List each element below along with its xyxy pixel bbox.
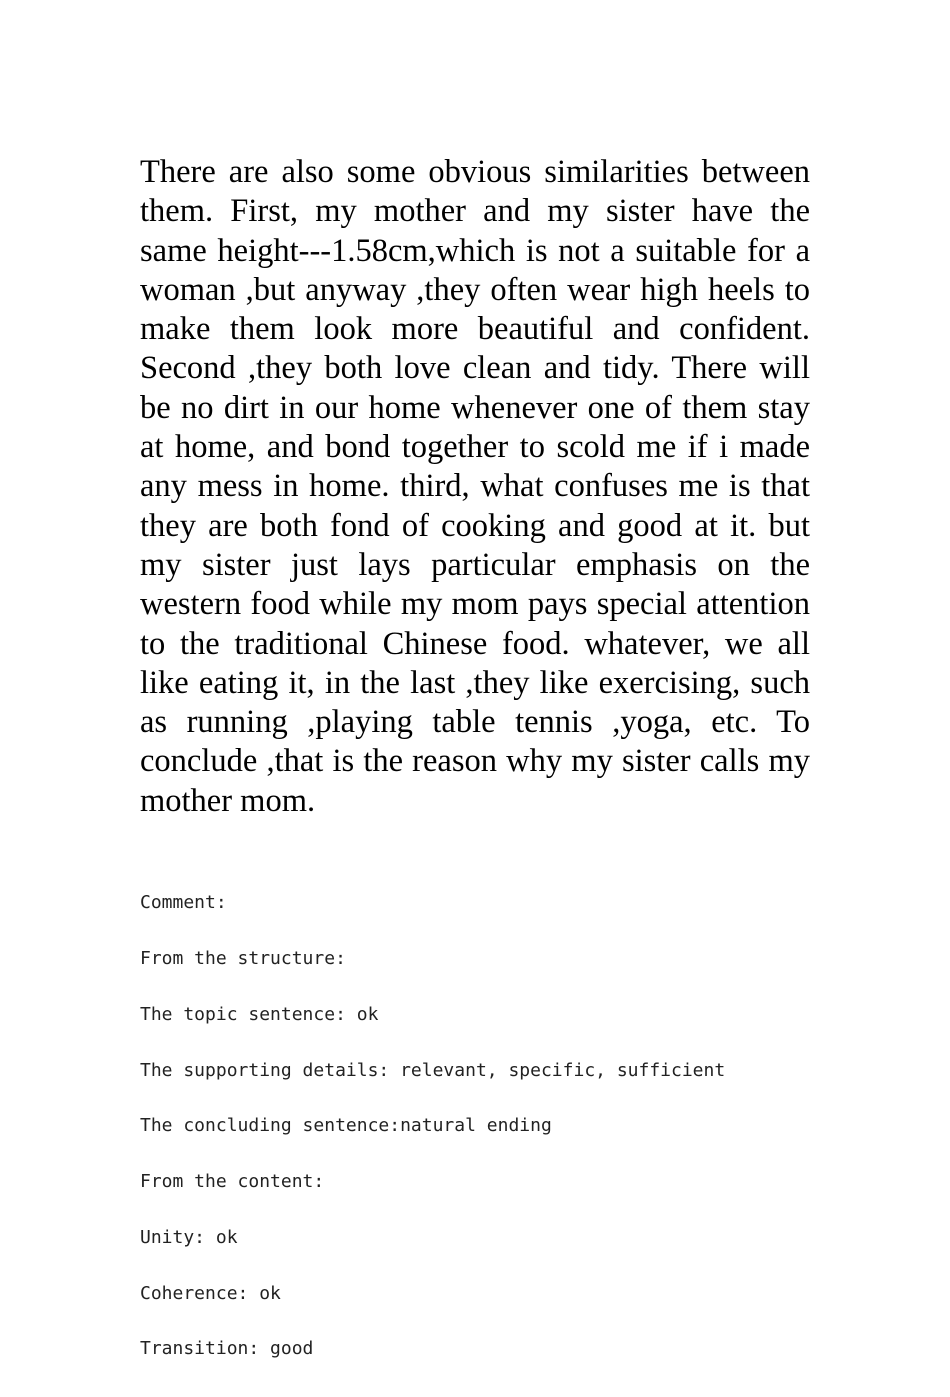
comment-content-heading: From the content: [140, 1171, 325, 1193]
essay-paragraph: There are also some obvious similarities between them. First, my mother and my sister have the same height---1.58cm,which is not a suitable for a woman ,but anyway ,they often wear high heels to make them look more beautiful and confident. Second ,they both love clean and tidy. There will be no dirt in our home whenever one of them stay at home, and bond together to scold me if i made any mess in home. third, what confuses me is that they are both fond of cooking and good at it. but my sister just lays particular emphasis on the western food while my mom pays special attention to the traditional Chinese food. whatever, we all like eating it, in the last ,they like exercising, such as running ,playing table tennis ,yoga, etc. To conclude ,that is the reason why my sister calls my mother mom. [140, 154, 810, 819]
comment-structure-heading: From the structure: [140, 947, 346, 969]
comment-concluding-sentence: The concluding sentence:natural ending [140, 1115, 552, 1137]
comment-heading: Comment: [140, 892, 227, 914]
comment-supporting-details: The supporting details: relevant, specific, sufficient [140, 1059, 726, 1081]
comment-topic-sentence: The topic sentence: ok [140, 1003, 379, 1025]
comment-transition: Transition: good [140, 1338, 314, 1360]
teacher-comment [140, 857, 840, 1396]
comment-coherence: Coherence: ok [140, 1282, 281, 1304]
comment-unity: Unity: ok [140, 1226, 238, 1248]
